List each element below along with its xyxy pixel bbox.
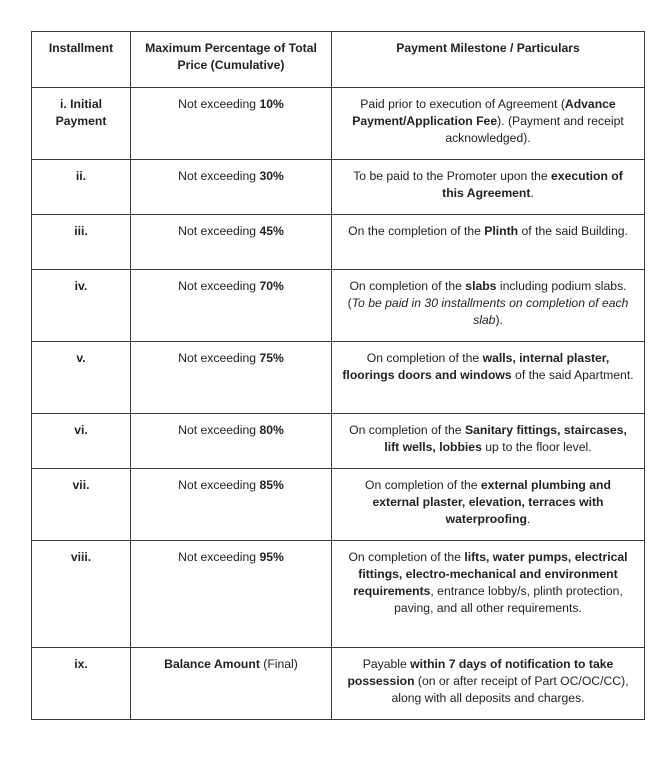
installment-cell: ix.: [32, 648, 131, 720]
table-row: [32, 270, 645, 342]
percentage-cell: Not exceeding 85%: [131, 469, 332, 541]
table-row: [32, 648, 645, 720]
percentage-cell: Not exceeding 45%: [131, 215, 332, 270]
table-row: [32, 160, 645, 215]
milestone-cell: On the completion of the Plinth of the said Building.: [332, 215, 645, 270]
percentage-cell: Not exceeding 10%: [131, 88, 332, 160]
milestone-cell: To be paid to the Promoter upon the execution of this Agreement.: [332, 160, 645, 215]
installment-cell: v.: [32, 342, 131, 414]
header-max-percentage: Maximum Percentage of Total Price (Cumulative): [131, 32, 332, 88]
installment-cell: vi.: [32, 414, 131, 469]
installment-cell: iii.: [32, 215, 131, 270]
milestone-cell: Payable within 7 days of notification to take possession (on or after receipt of Part OC/OC/CC), along with all deposits and charges.: [332, 648, 645, 720]
header-payment-milestone: Payment Milestone / Particulars: [332, 32, 645, 88]
milestone-cell: On completion of the slabs including podium slabs. (To be paid in 30 installments on completion of each slab).: [332, 270, 645, 342]
percentage-cell: Not exceeding 30%: [131, 160, 332, 215]
table-row: [32, 469, 645, 541]
percentage-cell: Not exceeding 75%: [131, 342, 332, 414]
percentage-cell: Balance Amount (Final): [131, 648, 332, 720]
payment-schedule-table: [31, 31, 645, 720]
installment-cell: viii.: [32, 541, 131, 648]
milestone-cell: Paid prior to execution of Agreement (Advance Payment/Application Fee). (Payment and receipt acknowledged).: [332, 88, 645, 160]
table-header-row: [32, 32, 645, 88]
table-row: [32, 342, 645, 414]
installment-cell: iv.: [32, 270, 131, 342]
percentage-cell: Not exceeding 70%: [131, 270, 332, 342]
installment-cell: vii.: [32, 469, 131, 541]
milestone-cell: On completion of the lifts, water pumps, electrical fittings, electro-mechanical and environment requirements, entrance lobby/s, plinth protection, paving, and all other requirements.: [332, 541, 645, 648]
header-installment: Installment: [32, 32, 131, 88]
percentage-cell: Not exceeding 80%: [131, 414, 332, 469]
table-row: [32, 541, 645, 648]
milestone-cell: On completion of the Sanitary fittings, staircases, lift wells, lobbies up to the floor level.: [332, 414, 645, 469]
percentage-cell: Not exceeding 95%: [131, 541, 332, 648]
milestone-cell: On completion of the walls, internal plaster, floorings doors and windows of the said Apartment.: [332, 342, 645, 414]
table-row: [32, 88, 645, 160]
installment-cell: i. Initial Payment: [32, 88, 131, 160]
milestone-cell: On completion of the external plumbing and external plaster, elevation, terraces with waterproofing.: [332, 469, 645, 541]
installment-cell: ii.: [32, 160, 131, 215]
table-row: [32, 215, 645, 270]
table-row: [32, 414, 645, 469]
